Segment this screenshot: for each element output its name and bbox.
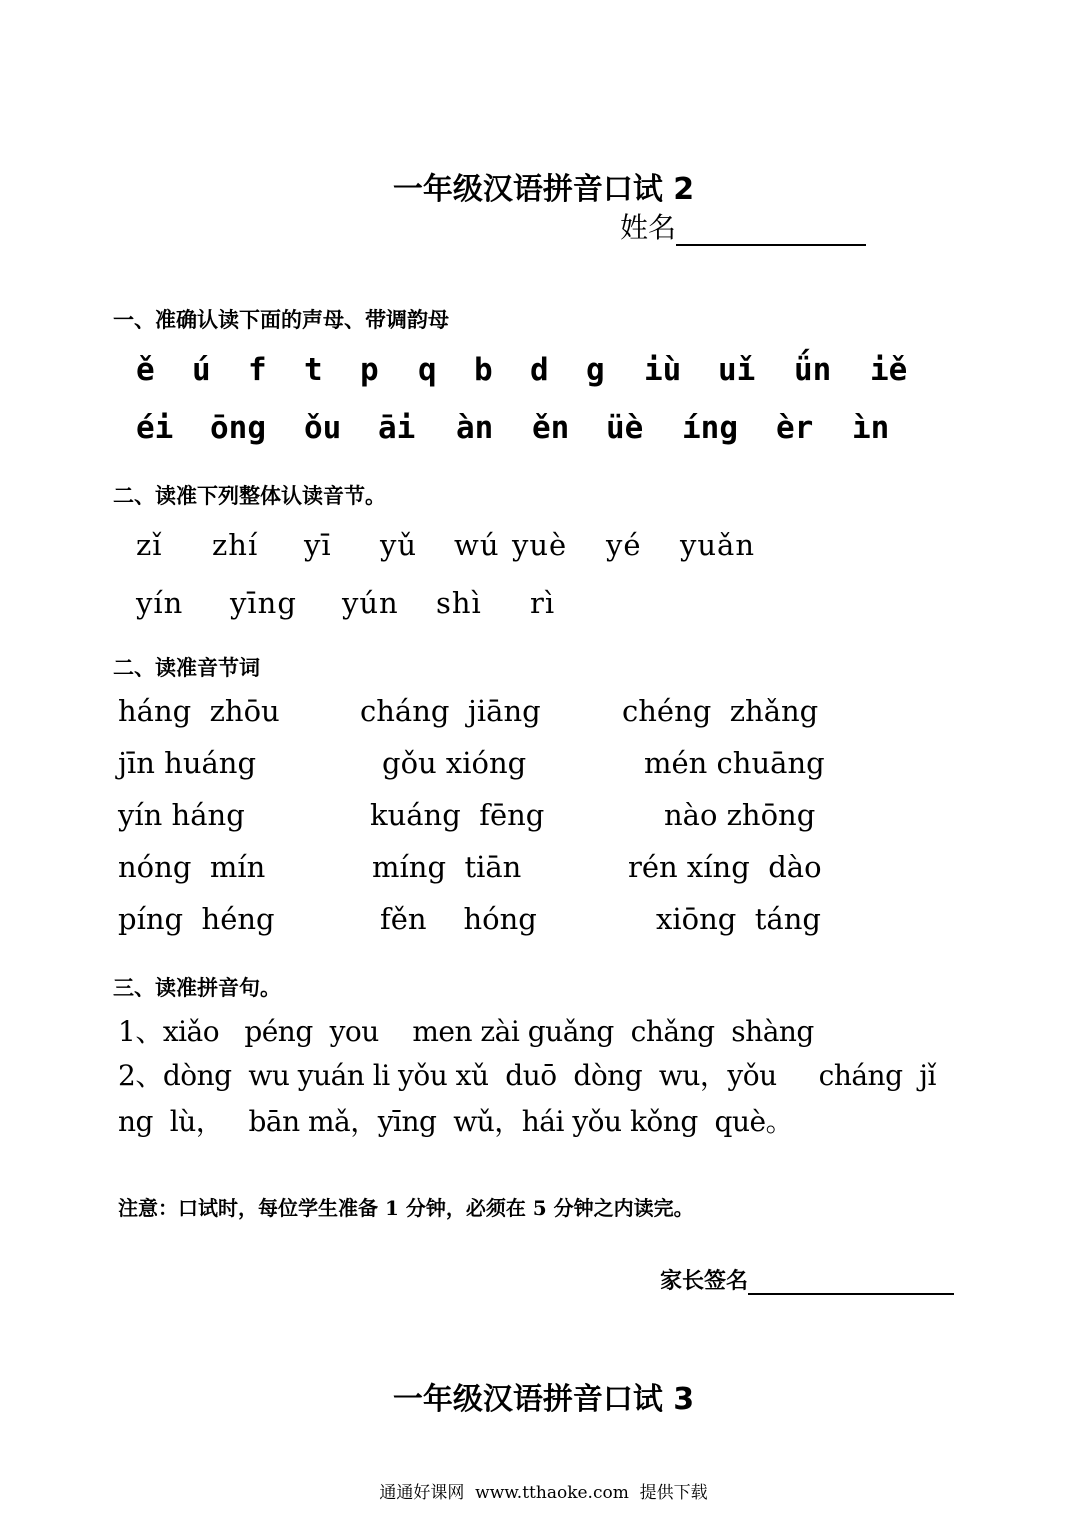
pinyin-item: ǒu [304,410,342,446]
word-row [0,902,1087,942]
section1-row2 [0,410,1087,454]
syllable-item: shì [436,586,482,620]
pinyin-item: uǐ [718,352,756,388]
syllable-item: yuǎn [680,528,756,562]
name-label: 姓名 [620,211,677,244]
syllable-item: yī [304,528,332,562]
word-item: cháng jiāng [360,694,541,728]
pinyin-item: àn [456,410,494,446]
word-row [0,850,1087,890]
syllable-item: zhí [212,528,259,562]
word-item: píng héng [118,902,275,936]
syllable-item: zǐ [136,528,163,562]
name-field [620,206,866,246]
pinyin-item: f [248,352,267,388]
syllable-item: wú [454,528,500,562]
word-row [0,746,1087,786]
word-row [0,694,1087,734]
word-item: háng zhōu [118,694,280,728]
pinyin-item: ú [192,352,211,388]
pinyin-item: ōng [210,410,266,446]
word-item: nào zhōng [664,798,816,832]
sentence-2-line-1: 2、dòng wu yuán li yǒu xǔ duō dòng wu，yǒu cháng jǐ [118,1059,936,1092]
section2-heading: 二、读准下列整体认读音节。 [113,484,386,508]
pinyin-item: éi [136,410,174,446]
page-title: 一年级汉语拼音口试 2 [392,172,695,207]
pinyin-item: t [304,352,323,388]
pinyin-item: q [418,352,437,388]
section3-heading: 二、读准音节词 [113,656,260,680]
pinyin-item: ǘn [794,352,832,388]
section2-row2 [0,586,1087,626]
word-row [0,798,1087,838]
pinyin-item: ě [136,352,155,388]
section4-heading: 三、读准拼音句。 [113,976,281,1000]
section2-row1 [0,528,1087,568]
pinyin-item: b [474,352,493,388]
syllable-item: yuè [512,528,568,562]
pinyin-item: íng [682,410,738,446]
pinyin-item: ěn [532,410,570,446]
word-item: rén xíng dào [628,850,822,884]
pinyin-item: iě [870,352,908,388]
word-item: yín háng [118,798,245,832]
pinyin-item: üè [606,410,644,446]
word-item: nóng mín [118,850,266,884]
parent-signature-label: 家长签名 [660,1269,749,1294]
section1-row1 [0,352,1087,396]
syllable-item: yín [136,586,184,620]
section1-heading: 一、准确认读下面的声母、带调韵母 [113,308,449,332]
word-item: fěn hóng [380,902,537,936]
word-item: xiōng táng [656,902,821,936]
word-item: jīn huáng [118,746,257,780]
pinyin-item: āi [378,410,416,446]
name-blank-line[interactable] [676,214,866,246]
word-item: kuáng fēng [370,798,545,832]
syllable-item: yún [342,586,399,620]
syllable-item: yīng [230,586,297,620]
pinyin-item: ìn [852,410,890,446]
sentence-2-line-2: ng lù， bān mǎ，yīng wǔ，hái yǒu kǒng què。 [118,1105,794,1138]
pinyin-item: p [360,352,379,388]
syllable-item: yé [606,528,642,562]
parent-signature-field [660,1264,954,1295]
next-page-title: 一年级汉语拼音口试 3 [392,1382,695,1417]
pinyin-item: g [586,352,605,388]
pinyin-item: iù [644,352,682,388]
word-item: mén chuāng [644,746,825,780]
word-item: míng tiān [372,850,522,884]
sentence-1: 1、xiǎo péng you men zài guǎng chǎng shàng [118,1015,814,1048]
parent-signature-line[interactable] [748,1267,954,1295]
syllable-item: yǔ [380,528,418,562]
word-item: chéng zhǎng [622,694,819,728]
syllable-item: rì [530,586,556,620]
footer-text: 通通好课网 www.tthaoke.com 提供下载 [379,1483,708,1503]
pinyin-item: d [530,352,549,388]
note-text: 注意：口试时，每位学生准备 1 分钟，必须在 5 分钟之内读完。 [118,1196,694,1220]
word-item: gǒu xióng [382,746,527,780]
pinyin-item: èr [776,410,814,446]
